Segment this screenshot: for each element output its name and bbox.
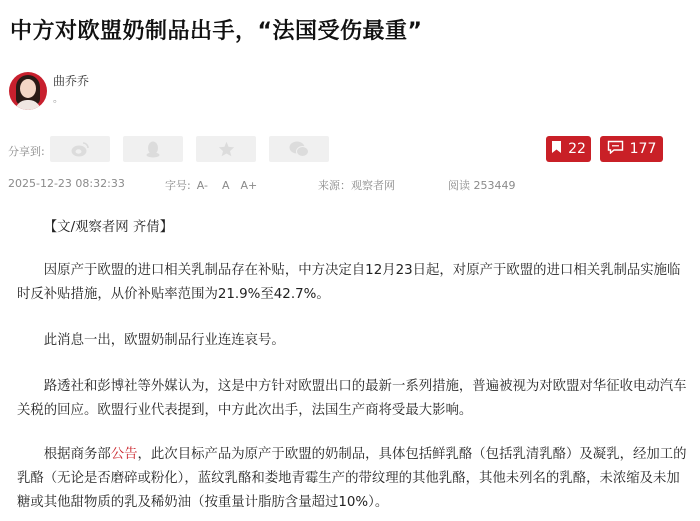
article-source: 来源：观察者网: [318, 179, 395, 192]
author-subtitle: 。: [53, 94, 63, 105]
bookmark-icon: [551, 140, 562, 158]
favorite-star-icon: [218, 141, 235, 157]
share-qq-button[interactable]: [123, 136, 183, 162]
byline-text: 【文/观察者网 齐倩】: [43, 220, 174, 235]
paragraph-text: 路透社和彭博社等外媒认为，这是中方针对欧盟出口的最新一系列措施，普遍被视为对欧盟对华征收电动汽车关税的回应。欧盟行业代表提到，中方此次出手，法国生产商将受最大影响。: [17, 379, 687, 418]
bookmark-count: 22: [568, 141, 586, 157]
view-count: 阅读 253449: [448, 179, 516, 192]
paragraph-text: 此消息一出，欧盟奶制品行业连连哀号。: [43, 333, 285, 348]
paragraph-prefix: 根据商务部: [43, 447, 111, 462]
author-name[interactable]: 曲乔乔: [53, 74, 90, 88]
comment-button[interactable]: [600, 136, 663, 162]
weibo-icon: [71, 142, 89, 157]
bookmark-button[interactable]: [546, 136, 591, 162]
wechat-icon: [289, 141, 309, 157]
paragraph-text: [17, 443, 689, 515]
article-byline: [17, 216, 689, 240]
publish-datetime: 2025-12-23 08:32:33: [8, 177, 125, 190]
article-title: 中方对欧盟奶制品出手，“法国受伤最重”: [10, 19, 423, 44]
font-size-label: 字号:: [165, 179, 191, 192]
paragraph-text: 因原产于欧盟的进口相关乳制品存在补贴，中方决定自12月23日起，对原产于欧盟的进口相关乳制品实施临时反补贴措施，从价补贴率范围为21.9%至42.7%。: [17, 263, 681, 302]
article-paragraph: [17, 375, 689, 423]
paragraph-suffix: ，此次目标产品为原产于欧盟的奶制品，具体包括鲜乳酪（包括乳清乳酪）及凝乳，经加工的乳酪（无论是否磨碎或粉化），蓝纹乳酪和娄地青霉生产的带纹理的其他乳酪，其他未列名的乳酪，未浓缩及未加糖或其他甜物质的乳及稀奶油（按重量计脂肪含量超过10%）。: [17, 447, 687, 510]
article-paragraph: [17, 259, 689, 307]
comment-count: 177: [629, 141, 657, 157]
share-weibo-button[interactable]: [50, 136, 110, 162]
qq-icon: [146, 141, 160, 158]
announcement-link[interactable]: 公告: [110, 447, 138, 462]
font-normal-button[interactable]: A: [221, 179, 230, 192]
share-favorite-button[interactable]: [196, 136, 256, 162]
share-wechat-button[interactable]: [269, 136, 329, 162]
article-paragraph: [17, 329, 689, 353]
comment-icon: [607, 140, 624, 158]
font-size-control: [165, 177, 257, 193]
author-avatar[interactable]: [9, 72, 47, 110]
font-increase-button[interactable]: A+: [240, 179, 258, 192]
font-decrease-button[interactable]: A-: [196, 179, 208, 192]
share-label: 分享到:: [8, 145, 45, 158]
article-paragraph: [17, 443, 689, 515]
